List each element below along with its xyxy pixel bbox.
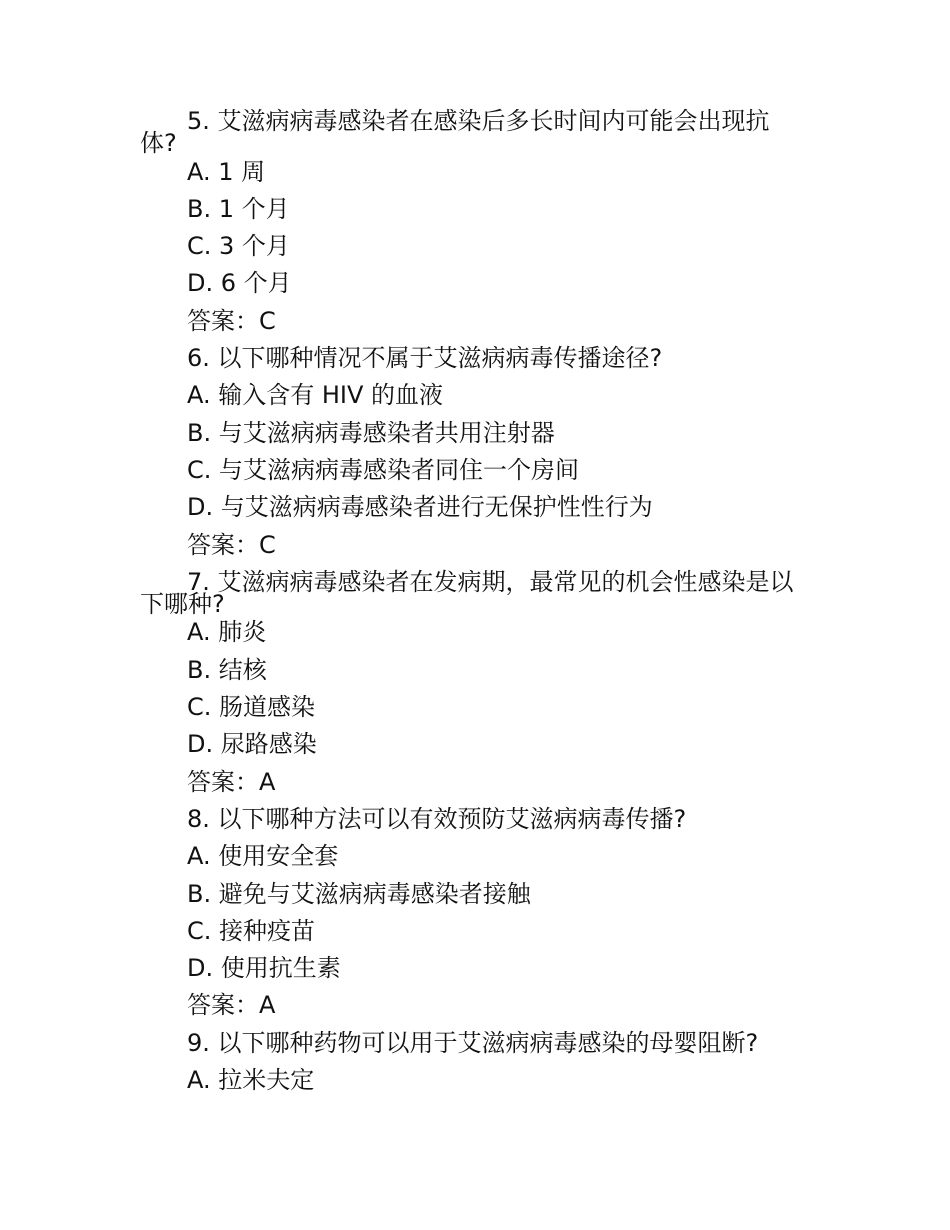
- question-list: [140, 103, 812, 1099]
- question-8-answer: 答案：A: [187, 991, 276, 1020]
- question-7-text: [140, 564, 812, 618]
- question-8-option-a: A. 使用安全套: [187, 842, 339, 871]
- question-8-option-b: B. 避免与艾滋病病毒感染者接触: [187, 879, 531, 908]
- question-8-option-d: D. 使用抗生素: [187, 954, 341, 983]
- question-7-option-b: B. 结核: [187, 655, 267, 684]
- question-5-text: [140, 103, 812, 157]
- question-7-answer: 答案：A: [187, 767, 276, 796]
- question-6-option-d: D. 与艾滋病病毒感染者进行无保护性性行为: [187, 493, 653, 522]
- question-5-option-c: C. 3 个月: [187, 232, 290, 261]
- question-5-option-d: D. 6 个月: [187, 269, 292, 298]
- question-7-option-c: C. 肠道感染: [187, 693, 316, 722]
- question-7-option-a: A. 肺炎: [187, 618, 267, 647]
- question-6-answer: 答案：C: [187, 530, 276, 559]
- question-8-text: 8. 以下哪种方法可以有效预防艾滋病病毒传播?: [187, 804, 687, 833]
- question-5-answer: 答案：C: [187, 306, 276, 335]
- question-7-line-1: 7. 艾滋病病毒感染者在发病期，最常见的机会性感染是以: [187, 567, 794, 596]
- question-8-option-c: C. 接种疫苗: [187, 916, 316, 945]
- question-7-line-2: 下哪种?: [140, 589, 225, 618]
- question-6-option-a: A. 输入含有 HIV 的血液: [187, 381, 444, 410]
- question-6-option-b: B. 与艾滋病病毒感染者共用注射器: [187, 418, 555, 447]
- question-5-option-a: A. 1 周: [187, 157, 266, 186]
- question-5-line-2: 体?: [140, 129, 177, 157]
- question-6-text: 6. 以下哪种情况不属于艾滋病病毒传播途径?: [187, 344, 663, 373]
- question-9-text: 9. 以下哪种药物可以用于艾滋病病毒感染的母婴阻断?: [187, 1028, 759, 1057]
- question-5-line-1: 5. 艾滋病病毒感染者在感染后多长时间内可能会出现抗: [187, 107, 770, 135]
- question-7-option-d: D. 尿路感染: [187, 730, 317, 759]
- question-9-option-a: A. 拉米夫定: [187, 1066, 315, 1095]
- question-5-option-b: B. 1 个月: [187, 194, 290, 223]
- question-6-option-c: C. 与艾滋病病毒感染者同住一个房间: [187, 455, 580, 484]
